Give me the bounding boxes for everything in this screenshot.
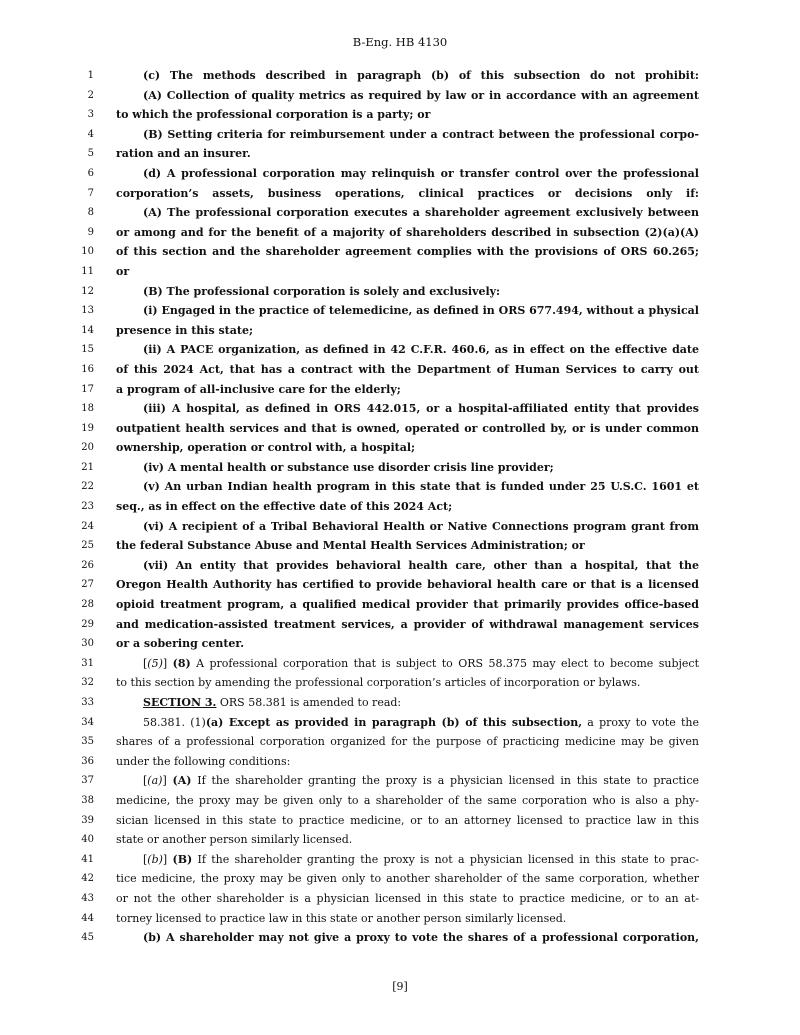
text-segment: outpatient health services and that is owned, operated or controlled by, or is under common [116, 421, 699, 435]
text-segment: (8) [172, 656, 191, 670]
text-segment: or among and for the benefit of a majority of shareholders described in subsection (2)(a)(A) [116, 225, 699, 239]
document-line [0, 536, 800, 556]
line-number: 20 [81, 442, 94, 454]
line-text [116, 419, 699, 439]
line-number: 44 [81, 912, 94, 924]
text-segment: [ [143, 774, 148, 788]
text-segment: (B) The professional corporation is solely and exclusively: [143, 284, 501, 298]
text-segment: (b) [147, 852, 163, 866]
document-line [0, 693, 800, 713]
document-line [0, 223, 800, 243]
text-segment: [ [143, 852, 148, 866]
line-text [143, 66, 699, 86]
line-text [143, 86, 699, 106]
text-segment: (B) Setting criteria for reimbursement under a contract between the professional corpo- [143, 127, 699, 141]
line-text [116, 223, 699, 243]
line-text [116, 497, 699, 517]
line-number: 24 [81, 520, 94, 532]
text-segment: (iii) A hospital, as defined in ORS 442.015, or a hospital-affiliated entity that provides [143, 402, 699, 416]
line-text [143, 282, 699, 302]
document-line [0, 242, 800, 262]
line-text [143, 850, 699, 870]
document-line [0, 458, 800, 478]
line-text [143, 556, 699, 576]
line-number: 36 [81, 755, 94, 767]
document-line [0, 654, 800, 674]
text-segment: (a) [147, 774, 163, 788]
document-body [0, 66, 800, 948]
line-number: 9 [87, 226, 94, 238]
document-line [0, 477, 800, 497]
line-text [116, 242, 699, 262]
line-text [143, 164, 699, 184]
text-segment: of this 2024 Act, that has a contract with the Department of Human Services to carry out [116, 362, 699, 376]
text-segment: (A) Collection of quality metrics as required by law or in accordance with an agreement [143, 88, 699, 102]
line-number: 10 [81, 246, 94, 258]
line-text [143, 340, 699, 360]
document-line [0, 752, 800, 772]
text-segment: (vi) A recipient of a Tribal Behavioral Health or Native Connections program grant from [143, 519, 699, 533]
document-line [0, 928, 800, 948]
line-text [116, 791, 699, 811]
line-number: 32 [81, 677, 94, 689]
text-segment: shares of a professional corporation organized for the purpose of practicing medicine may be given [116, 735, 699, 749]
text-segment: torney licensed to practice law in this state or another person similarly licensed. [116, 911, 567, 925]
text-segment: of this section and the shareholder agreement complies with the provisions of ORS 60.265; [116, 245, 699, 259]
line-text [116, 321, 699, 341]
text-segment: presence in this state; [116, 323, 254, 337]
line-number: 29 [81, 618, 94, 630]
text-segment: to this section by amending the professional corporation’s articles of incorporation or bylaws. [116, 676, 641, 690]
text-segment: 58.381. (1) [143, 715, 206, 729]
line-text [116, 909, 699, 929]
line-number: 31 [81, 657, 94, 669]
line-text [116, 380, 699, 400]
text-segment: ownership, operation or control with, a hospital; [116, 441, 416, 455]
line-number: 6 [87, 167, 94, 179]
line-number: 26 [81, 559, 94, 571]
line-number: 33 [81, 697, 94, 708]
document-line [0, 791, 800, 811]
line-text [143, 517, 699, 537]
line-text [116, 536, 699, 556]
line-number: 2 [87, 89, 94, 101]
line-text [116, 262, 699, 282]
line-number: 12 [81, 285, 94, 297]
line-number: 28 [81, 599, 94, 611]
document-line [0, 184, 800, 204]
line-text [143, 203, 699, 223]
document-line [0, 380, 800, 400]
document-line [0, 497, 800, 517]
line-text [116, 634, 699, 654]
line-number: 23 [81, 501, 94, 513]
line-text [143, 693, 699, 713]
text-segment: (A) The professional corporation executes a shareholder agreement exclusively between [143, 206, 699, 220]
text-segment: A professional corporation that is subject to ORS 58.375 may elect to become subject [190, 656, 699, 670]
document-line [0, 125, 800, 145]
text-segment: If the shareholder granting the proxy is not a physician licensed in this state to prac- [192, 852, 700, 866]
document-line [0, 732, 800, 752]
text-segment: or a sobering center. [116, 637, 245, 651]
document-line [0, 262, 800, 282]
line-number: 21 [81, 461, 94, 473]
text-segment: [ [143, 656, 148, 670]
line-text [143, 458, 699, 478]
document-line [0, 850, 800, 870]
text-segment: (vii) An entity that provides behavioral health care, other than a hospital, that the [143, 558, 699, 572]
text-segment: ration and an insurer. [116, 147, 251, 161]
text-segment: tice medicine, the proxy may be given only to another shareholder of the same corporation, whether [116, 872, 699, 886]
line-text [143, 654, 699, 674]
line-number: 43 [81, 892, 94, 904]
line-number: 1 [87, 70, 94, 81]
line-text [143, 301, 699, 321]
line-number: 13 [81, 305, 94, 317]
line-number: 40 [81, 834, 94, 846]
text-segment: ] [162, 656, 173, 670]
text-segment: (iv) A mental health or substance use disorder crisis line provider; [143, 460, 554, 474]
text-segment: (i) Engaged in the practice of telemedicine, as defined in ORS 677.494, without a physical [143, 304, 699, 318]
document-line [0, 811, 800, 831]
text-segment: Oregon Health Authority has certified to provide behavioral health care or that is a licensed [116, 578, 699, 592]
text-segment: (B) [172, 852, 193, 866]
line-number: 45 [81, 932, 94, 944]
line-number: 3 [87, 109, 94, 121]
line-text [116, 575, 699, 595]
document-line [0, 889, 800, 909]
text-segment: and medication-assisted treatment services, a provider of withdrawal management services [116, 617, 699, 631]
line-number: 17 [81, 383, 94, 395]
line-text [116, 184, 699, 204]
text-segment: the federal Substance Abuse and Mental Health Services Administration; or [116, 539, 585, 553]
page-number: [9] [392, 980, 408, 993]
text-segment: (b) A shareholder may not give a proxy to vote the shares of a professional corporation, [143, 931, 699, 945]
page-header: B-Eng. HB 4130 [352, 35, 448, 49]
line-number: 41 [81, 853, 94, 865]
text-segment: a program of all-inclusive care for the elderly; [116, 382, 401, 396]
document-line [0, 575, 800, 595]
line-number: 42 [81, 873, 94, 885]
line-number: 25 [81, 540, 94, 552]
line-number: 7 [87, 187, 94, 199]
document-line [0, 517, 800, 537]
line-number: 5 [87, 148, 94, 160]
text-segment: ] [162, 774, 173, 788]
line-number: 19 [81, 422, 94, 434]
document-line [0, 615, 800, 635]
text-segment: under the following conditions: [116, 754, 291, 768]
line-text [116, 438, 699, 458]
text-segment: ORS 58.381 is amended to read: [216, 696, 402, 709]
text-segment: a proxy to vote the [582, 715, 699, 729]
line-number: 18 [81, 403, 94, 415]
line-number: 27 [81, 579, 94, 591]
text-segment: SECTION 3. [143, 696, 217, 709]
line-number: 38 [81, 794, 94, 806]
document-line [0, 164, 800, 184]
line-text [116, 615, 699, 635]
line-number: 37 [81, 775, 94, 787]
line-number: 8 [87, 207, 94, 219]
document-line [0, 340, 800, 360]
document-line [0, 66, 800, 86]
text-segment: (A) [172, 774, 192, 788]
line-number: 16 [81, 363, 94, 375]
line-number: 35 [81, 736, 94, 748]
text-segment: or [116, 264, 130, 278]
document-line [0, 282, 800, 302]
line-text [143, 125, 699, 145]
text-segment: ] [162, 852, 173, 866]
text-segment: (v) An urban Indian health program in this state that is funded under 25 U.S.C. 1601 et [143, 480, 699, 494]
line-number: 4 [87, 128, 94, 140]
document-line [0, 713, 800, 733]
line-text [143, 477, 699, 497]
text-segment: (c) The methods described in paragraph (b) of this subsection do not prohibit: [143, 69, 699, 82]
line-number: 14 [81, 324, 94, 336]
document-line [0, 321, 800, 341]
line-text [116, 811, 699, 831]
line-text [116, 732, 699, 752]
line-text [116, 830, 699, 850]
text-segment: (ii) A PACE organization, as defined in 42 C.F.R. 460.6, as in effect on the effective date [143, 343, 699, 357]
text-segment: or not the other shareholder is a physician licensed in this state to practice medicine, or to an at- [116, 891, 699, 905]
document-line [0, 438, 800, 458]
text-segment: sician licensed in this state to practice medicine, or to an attorney licensed to practice law in this [116, 813, 699, 827]
line-text [116, 144, 699, 164]
text-segment: state or another person similarly licensed. [116, 833, 353, 847]
text-segment: opioid treatment program, a qualified medical provider that primarily provides office-based [116, 598, 699, 612]
line-number: 15 [81, 344, 94, 356]
text-segment: corporation’s assets, business operations, clinical practices or decisions only if: [116, 186, 699, 200]
line-text [143, 928, 699, 948]
document-line [0, 673, 800, 693]
text-segment: (d) A professional corporation may relinquish or transfer control over the professional [143, 166, 699, 180]
document-line [0, 105, 800, 125]
document-line [0, 830, 800, 850]
document-line [0, 909, 800, 929]
document-line [0, 301, 800, 321]
line-number: 39 [81, 814, 94, 826]
line-number: 30 [81, 638, 94, 650]
line-text [116, 595, 699, 615]
line-text [116, 889, 699, 909]
document-line [0, 595, 800, 615]
text-segment: (5) [147, 656, 163, 670]
line-text [143, 771, 699, 791]
document-line [0, 419, 800, 439]
text-segment: medicine, the proxy may be given only to a shareholder of the same corporation who is also a phy- [116, 793, 699, 807]
document-line [0, 556, 800, 576]
document-line [0, 634, 800, 654]
line-text [116, 673, 699, 693]
text-segment: If the shareholder granting the proxy is a physician licensed in this state to practice [191, 774, 699, 788]
line-text [116, 752, 699, 772]
document-line [0, 869, 800, 889]
text-segment: seq., as in effect on the effective date of this 2024 Act; [116, 500, 453, 514]
text-segment: (a) Except as provided in paragraph (b) of this subsection, [205, 715, 583, 729]
line-text [116, 360, 699, 380]
line-number: 34 [81, 716, 94, 728]
line-text [143, 713, 699, 733]
document-line [0, 399, 800, 419]
line-text [116, 105, 699, 125]
line-text [116, 869, 699, 889]
text-segment: to which the professional corporation is a party; or [116, 108, 431, 122]
document-line [0, 86, 800, 106]
line-text [143, 399, 699, 419]
document-line [0, 203, 800, 223]
line-number: 11 [81, 265, 94, 277]
document-line [0, 360, 800, 380]
line-number: 22 [81, 481, 94, 493]
document-line [0, 771, 800, 791]
document-line [0, 144, 800, 164]
